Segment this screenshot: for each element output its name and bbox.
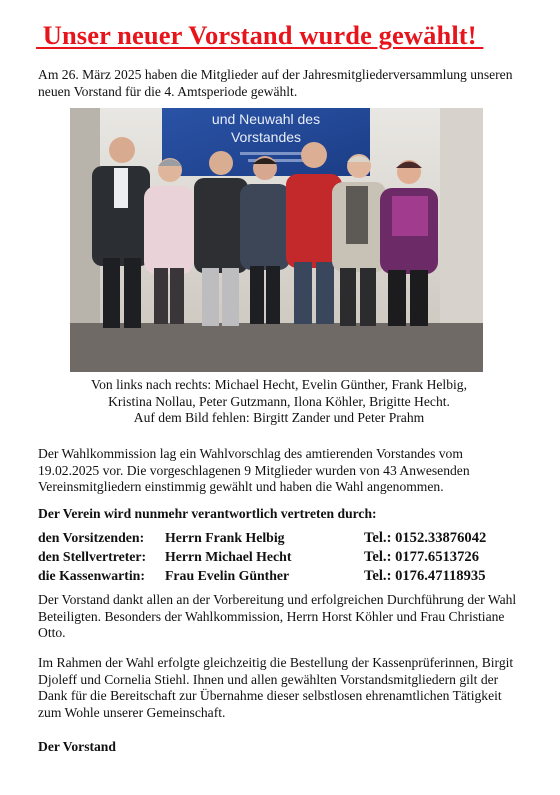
caption-line-1: Von links nach rechts: Michael Hecht, Evelin Günther, Frank Helbig, [91,377,467,392]
election-paragraph: Der Wahlkommission lag ein Wahlvorschlag des amtierenden Vorstandes vom 19.02.2025 vor. Die vorgeschlagenen 9 Mitglieder wurden von 43 Anwesenden Vereinsmitgliedern einstimmig gewählt und haben die Wahl angenommen. [38,446,470,494]
officer-phone: Tel.: 0176.47118935 [364,568,486,584]
officer-phone: Tel.: 0177.6513726 [364,549,479,565]
intro-paragraph: Am 26. März 2025 haben die Mitglieder auf der Jahresmitgliederversammlung unseren neuen Vorstand für die 4. Amtsperiode gewählt. [38,67,513,99]
photo-caption [38,377,520,427]
screen-text-2: Vorstandes [230,129,302,145]
officer-name: Herrn Michael Hecht [165,549,292,564]
officer-row [38,549,528,568]
officer-role: den Vorsitzenden: [38,530,145,545]
thanks-paragraph: Der Vorstand dankt allen an der Vorbereitung und erfolgreichen Durchführung der Wahl Beteiligten. Besonders der Wahlkommission, Herrn Horst Köhler und Frau Christiane Otto. [38,592,517,640]
officer-role: die Kassenwartin: [38,568,145,583]
screen-text-1: und Neuwahl des [211,111,321,127]
caption-line-3: Auf dem Bild fehlen: Birgitt Zander und Peter Prahm [133,410,425,425]
officer-role: den Stellvertreter: [38,549,147,564]
officer-row [38,530,528,549]
group-photo [70,108,483,372]
officers-list [38,530,528,587]
officer-name: Frau Evelin Günther [165,568,290,583]
officer-row [38,568,528,587]
caption-line-2: Kristina Nollau, Peter Gutzmann, Ilona Köhler, Brigitte Hecht. [108,393,450,409]
representation-heading: Der Verein wird nunmehr verantwortlich vertreten durch: [38,506,377,521]
signature: Der Vorstand [38,739,116,754]
officer-name: Herrn Frank Helbig [165,530,285,545]
officer-phone: Tel.: 0152.33876042 [364,530,487,546]
page-title: Unser neuer Vorstand wurde gewählt! [36,20,484,50]
auditors-paragraph: Im Rahmen der Wahl erfolgte gleichzeitig die Bestellung der Kassenprüferinnen, Birgit Djoleff und Cornelia Stiehl. Ihnen und allen gewählten Vorstandsmitgliedern gilt der Dank für die Bereitschaft zur Übernahme dieser selbstlosen ehrenamtlichen Tätigkeit zum Wohle unserer Gemeinschaft. [38,655,514,720]
